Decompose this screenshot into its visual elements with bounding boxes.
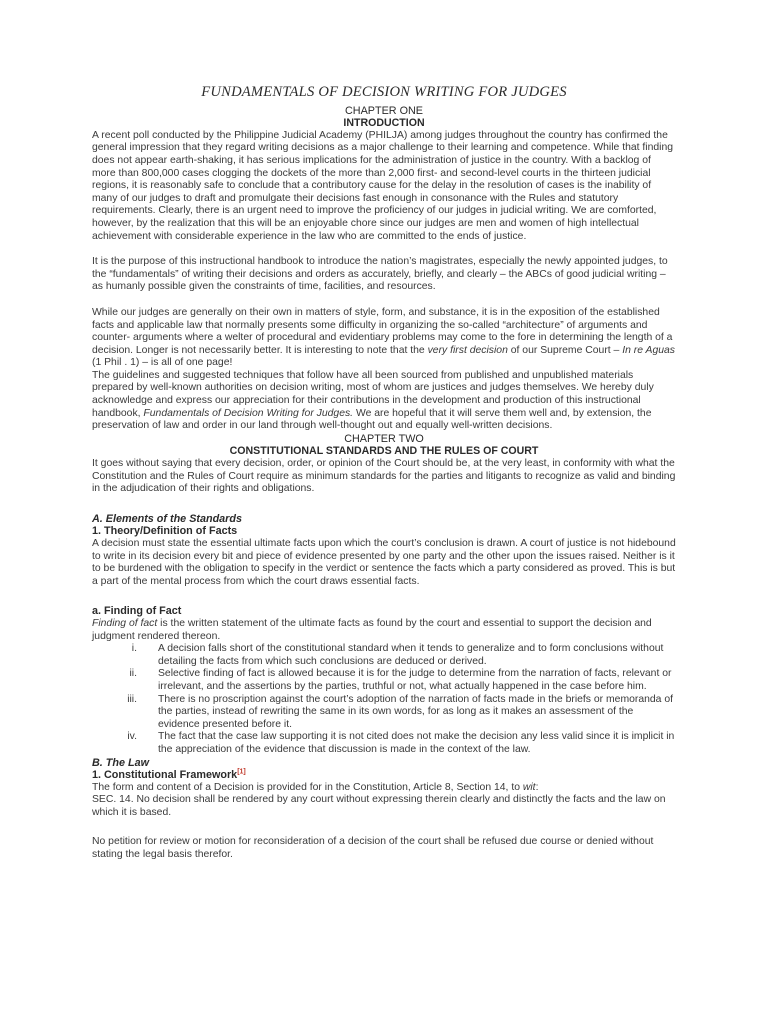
- finding-of-fact-term: Finding of fact: [92, 617, 158, 629]
- intro-paragraph-4: The guidelines and suggested techniques that follow have all been sourced from published and unpublished materials prepared by well-known authorities on decision writing, most of whom are justices and judges themselves. We hereby duly acknowledge and express our appreciation for their contributions in the development and production of this instructional handbook, Fundamentals of Decision Writing for Judges. We are hopeful that it will serve them well and, by extension, the preservation of law and order in our land through well-thought out and equally well-written decisions.: [92, 369, 654, 432]
- section-a-heading: A. Elements of the Standards: [92, 512, 242, 525]
- handbook-title-text: Fundamentals of Decision Writing for Judges.: [143, 407, 354, 419]
- very-first-decision-text: very first decision: [427, 344, 508, 356]
- list-item: ii. Selective finding of fact is allowed because it is for the judge to determine from the narration of facts, relevant or irrelevant, and the assertions by the parties, truthful or not, what actually happened in the case before him.: [129, 668, 672, 692]
- wit-text: wit: [522, 781, 536, 793]
- finding-of-fact-list: [92, 643, 676, 756]
- list-item: iii. There is no proscription against the court’s adoption of the narration of facts made in the briefs or memoranda of the parties, instead of rewriting the same in its own words, for as long as it makes an assessment of the evidence presented before it.: [127, 693, 674, 730]
- intro-paragraph-1: A recent poll conducted by the Philippine Judicial Academy (PHILJA) among judges throughout the country has confirmed the general impression that they regard writing decisions as a major challenge to their learning and competence. While that finding does not appear earth-shaking, it has serious implications for the administration of justice in the country. With a backlog of more than 800,000 cases clogging the dockets of the more than 2,000 first- and second-level courts in the thirteen judicial regions, it is reasonably safe to conclude that a contributory cause for the delay in the resolution of cases is the inability of many of our judges to draft and promulgate their decisions fast enough in consonance with the Rules and statutory requirements. Clearly, there is an urgent need to improve the proficiency of our judges in judicial writing. We are comforted, however, by the realization that this will be an enjoyable chore since our judges are men and women of high intellectual achievement with considerable experience in the law who are committed to the ends of justice.: [92, 129, 674, 242]
- constitutional-framework-heading: 1. Constitutional Framework[1]: [92, 768, 246, 782]
- intro-paragraph-3: While our judges are generally on their own in matters of style, form, and substance, it is in the exposition of the established facts and applicable law that normally presents some difficulty in organizing the so-called “architecture” of arguments and counter- arguments where a welter of procedural and evidentiary problems may come to the fore in determining the length of a decision. Longer is not necessarily better. It is interesting to note that the very first decision of our Supreme Court – In re Aguas (1 Phil . 1) – is all of one page!: [92, 306, 675, 369]
- chapter-one-label: CHAPTER ONE: [345, 104, 423, 117]
- law-paragraph-1: The form and content of a Decision is provided for in the Constitution, Article 8, Section 14, to wit:: [92, 781, 539, 793]
- chapter-two-label: CHAPTER TWO: [344, 432, 424, 445]
- chapter-two-heading: CONSTITUTIONAL STANDARDS AND THE RULES OF COURT: [229, 445, 539, 458]
- facts-paragraph: A decision must state the essential ultimate facts upon which the court’s conclusion is drawn. A court of justice is not hidebound to write in its decision every bit and piece of evidence presented by one party and the other upon the issues raised. Neither is it to be burdened with the obligation to specify in the verdict or sentence the facts which a party considered as proved. This is but a part of the mental process from which the court draws essential facts.: [92, 538, 676, 587]
- intro-paragraph-2: It is the purpose of this instructional handbook to introduce the nation’s magistrates, especially the newly appointed judges, to the “fundamentals” of writing their decisions and orders as accurately, briefly, and clearly – the ABCs of good judicial writing – as humanly possible given the constraints of time, facilities, and resources.: [92, 256, 668, 293]
- footnote-link[interactable]: [1]: [237, 768, 246, 776]
- chapter-one-heading: INTRODUCTION: [343, 117, 425, 130]
- list-item: iv. The fact that the case law supporting it is not cited does not make the decision any less valid since it is implicit in the appreciation of the evidence that discussion is made in the context of the law.: [127, 731, 675, 755]
- document-title: FUNDAMENTALS OF DECISION WRITING FOR JUDGES: [201, 84, 567, 100]
- section-a-subheading-1: 1. Theory/Definition of Facts: [92, 525, 238, 538]
- finding-of-fact-paragraph: Finding of fact is the written statement of the ultimate facts as found by the court and essential to support the decision and judgment rendered thereon.: [92, 617, 652, 642]
- finding-of-fact-heading: a. Finding of Fact: [92, 605, 182, 618]
- section-b-heading: B. The Law: [92, 756, 149, 769]
- law-paragraph-3: No petition for review or motion for reconsideration of a decision of the court shall be refused due course or denied without stating the legal basis therefor.: [92, 836, 654, 861]
- chapter-two-paragraph-1: It goes without saying that every decision, order, or opinion of the Court should be, at the very least, in conformity with what the Constitution and the Rules of Court require as minimum standards for the parties and litigants to recognize as valid and binding in the adjudication of their rights and obligations.: [92, 458, 676, 495]
- law-paragraph-2: SEC. 14. No decision shall be rendered by any court without expressing therein clearly and distinctly the facts and the law on which it is based.: [92, 794, 666, 818]
- document-page: [92, 86, 676, 862]
- in-re-aguas-text: In re Aguas: [622, 344, 675, 356]
- list-item: i. A decision falls short of the constitutional standard when it tends to generalize and to form conclusions without detailing the facts from which such conclusions are deduced or derived.: [131, 643, 664, 667]
